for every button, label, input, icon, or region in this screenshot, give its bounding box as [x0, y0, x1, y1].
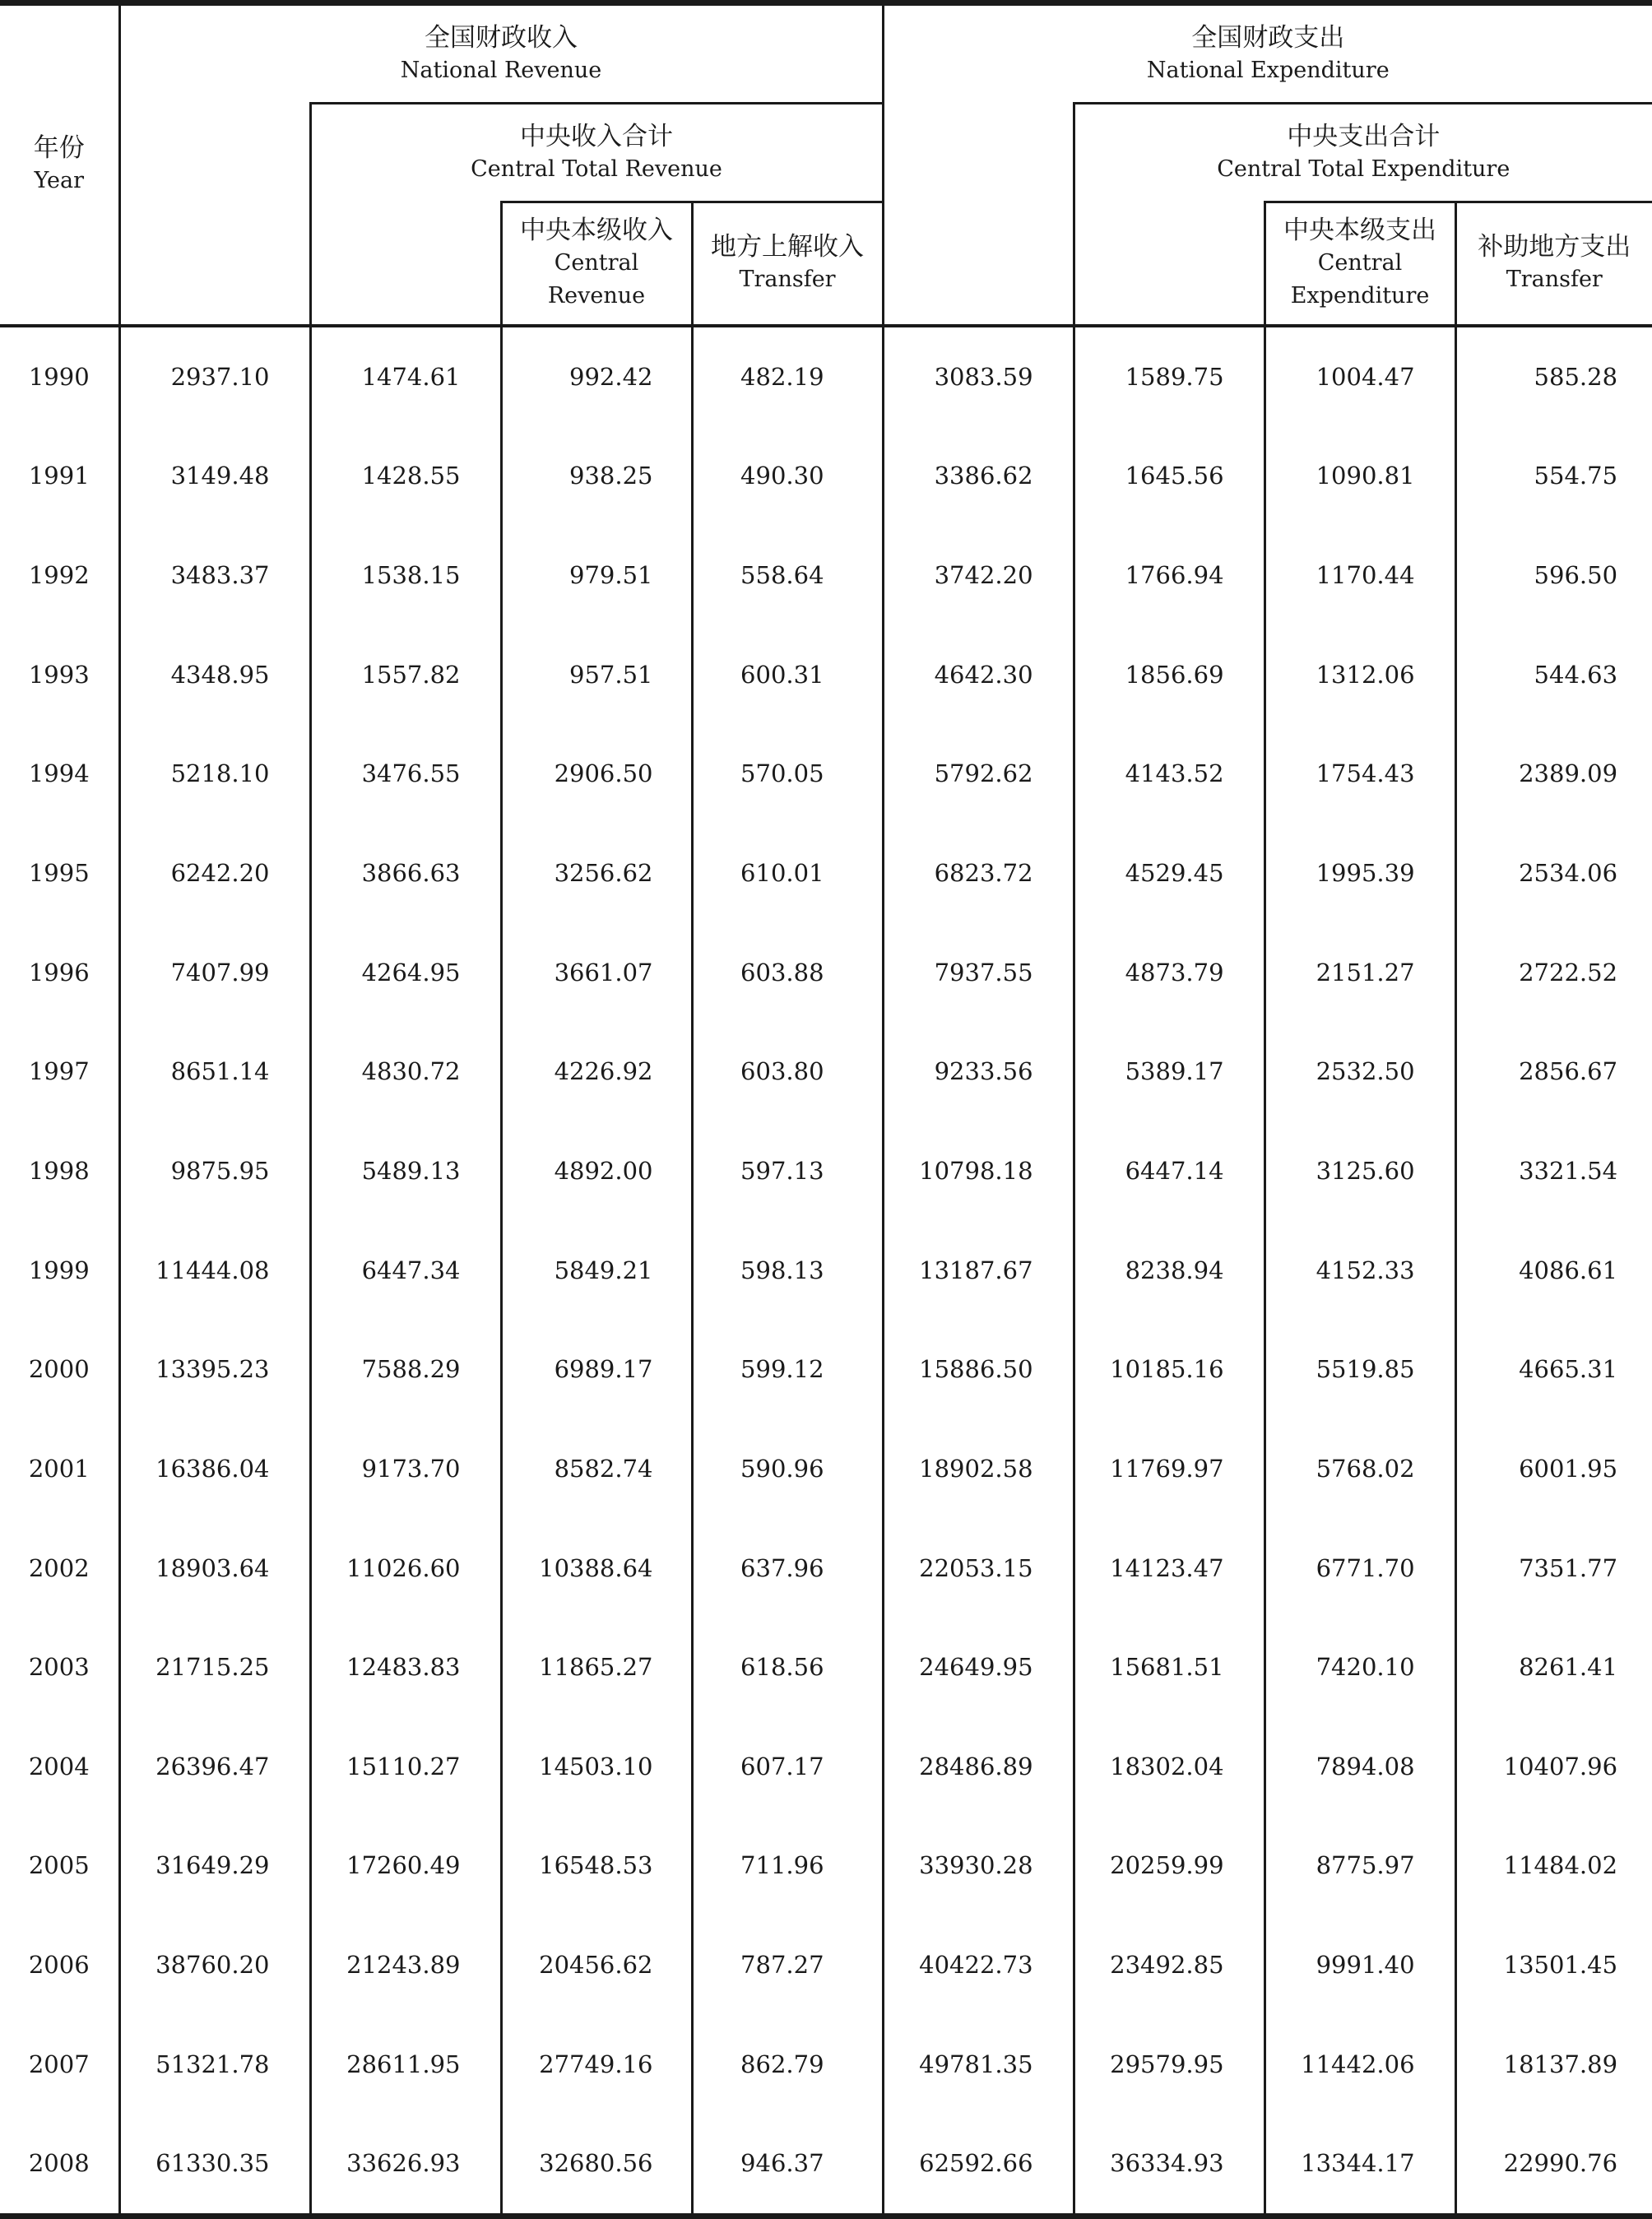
central-total-revenue-cell: 3866.63: [310, 824, 501, 923]
central-total-expenditure-cell: 4529.45: [1074, 824, 1265, 923]
national-revenue-cell: 8651.14: [119, 1022, 310, 1121]
central-total-revenue-cell: 7588.29: [310, 1320, 501, 1419]
national-revenue-header: [119, 3, 883, 104]
central-total-revenue-cell: 33626.93: [310, 2114, 501, 2216]
national-revenue-cell: 31649.29: [119, 1816, 310, 1915]
year-cell: 2001: [28, 1454, 90, 1483]
central-total-expenditure-cell: 1589.75: [1074, 326, 1265, 427]
year-cell: 1996: [28, 958, 90, 986]
central-revenue-cell: 14503.10: [501, 1716, 692, 1816]
national-expenditure-cell: 13187.67: [883, 1220, 1074, 1320]
transfer-revenue-cell: 610.01: [692, 824, 883, 923]
central-total-expenditure-head: [1074, 202, 1265, 326]
national-revenue-cell: 6242.20: [119, 824, 310, 923]
transfer-expenditure-header-en: Transfer: [1506, 267, 1603, 293]
central-revenue-cell: 957.51: [501, 624, 692, 724]
central-revenue-cell: 27749.16: [501, 2014, 692, 2114]
year-cell: 1994: [28, 759, 90, 788]
year-cell: 1999: [28, 1256, 90, 1284]
central-expenditure-cell: 1995.39: [1265, 824, 1455, 923]
transfer-expenditure-cell: 11484.02: [1455, 1816, 1652, 1915]
central-total-expenditure-cell: 36334.93: [1074, 2114, 1265, 2216]
national-expenditure-cell: 40422.73: [883, 1915, 1074, 2015]
central-revenue-cell: 32680.56: [501, 2114, 692, 2216]
central-total-revenue-cell: 17260.49: [310, 1816, 501, 1915]
table-row: [0, 824, 1652, 923]
central-expenditure-cell: 1090.81: [1265, 426, 1455, 526]
year-cell: 1998: [28, 1156, 90, 1185]
central-expenditure-cell: 1004.47: [1265, 326, 1455, 427]
central-total-expenditure-header-en: Central Total Expenditure: [1217, 156, 1510, 182]
year-cell: 1997: [28, 1057, 90, 1086]
central-revenue-cell: 6989.17: [501, 1320, 692, 1419]
central-expenditure-cell: 8775.97: [1265, 1816, 1455, 1915]
national-revenue-cell: 16386.04: [119, 1419, 310, 1519]
year-cell: 1992: [28, 561, 90, 590]
year-cell: 1993: [28, 660, 90, 689]
transfer-revenue-header: [692, 202, 883, 326]
transfer-revenue-cell: 558.64: [692, 526, 883, 625]
national-expenditure-cell: 9233.56: [883, 1022, 1074, 1121]
year-cell: 2008: [28, 2149, 90, 2178]
national-revenue-header-zh: 全国财政收入: [425, 22, 578, 53]
central-total-revenue-cell: 4830.72: [310, 1022, 501, 1121]
central-expenditure-header-en1: Central: [1317, 250, 1403, 276]
central-total-revenue-cell: 11026.60: [310, 1518, 501, 1618]
year-cell: 2006: [28, 1951, 90, 1980]
national-expenditure-cell: 5792.62: [883, 724, 1074, 824]
transfer-expenditure-cell: 7351.77: [1455, 1518, 1652, 1618]
year-cell: 2002: [28, 1553, 90, 1582]
national-expenditure-cell: 24649.95: [883, 1618, 1074, 1717]
transfer-expenditure-cell: 596.50: [1455, 526, 1652, 625]
national-expenditure-cell: 4642.30: [883, 624, 1074, 724]
central-total-revenue-cell: 21243.89: [310, 1915, 501, 2015]
national-expenditure-header: [883, 3, 1652, 104]
national-revenue-cell: 7407.99: [119, 922, 310, 1022]
transfer-revenue-cell: 600.31: [692, 624, 883, 724]
central-total-revenue-cell: 3476.55: [310, 724, 501, 824]
national-revenue-cell: 4348.95: [119, 624, 310, 724]
national-revenue-cell: 5218.10: [119, 724, 310, 824]
year-header-en: Year: [34, 168, 84, 194]
table-row: [0, 526, 1652, 625]
national-revenue-cell: 61330.35: [119, 2114, 310, 2216]
central-total-expenditure-header-zh: 中央支出合计: [1287, 121, 1441, 151]
national-expenditure-cell: 62592.66: [883, 2114, 1074, 2216]
central-expenditure-cell: 2532.50: [1265, 1022, 1455, 1121]
transfer-revenue-cell: 787.27: [692, 1915, 883, 2015]
transfer-revenue-cell: 946.37: [692, 2114, 883, 2216]
national-revenue-cell: 21715.25: [119, 1618, 310, 1717]
transfer-revenue-cell: 618.56: [692, 1618, 883, 1717]
transfer-revenue-cell: 607.17: [692, 1716, 883, 1816]
transfer-revenue-cell: 603.88: [692, 922, 883, 1022]
national-expenditure-cell: 3386.62: [883, 426, 1074, 526]
central-total-revenue-cell: 5489.13: [310, 1121, 501, 1221]
national-expenditure-cell: 15886.50: [883, 1320, 1074, 1419]
national-revenue-total-head: [119, 104, 310, 326]
central-total-expenditure-cell: 11769.97: [1074, 1419, 1265, 1519]
transfer-revenue-cell: 637.96: [692, 1518, 883, 1618]
transfer-revenue-cell: 603.80: [692, 1022, 883, 1121]
transfer-expenditure-cell: 2534.06: [1455, 824, 1652, 923]
year-cell: 2003: [28, 1653, 90, 1682]
central-total-revenue-cell: 1428.55: [310, 426, 501, 526]
national-revenue-cell: 2937.10: [119, 326, 310, 427]
year-cell: 2000: [28, 1355, 90, 1384]
table-row: [0, 2114, 1652, 2216]
central-expenditure-header-en2: Expenditure: [1290, 283, 1430, 309]
national-revenue-cell: 13395.23: [119, 1320, 310, 1419]
transfer-expenditure-cell: 544.63: [1455, 624, 1652, 724]
transfer-revenue-cell: 598.13: [692, 1220, 883, 1320]
table-row: [0, 1618, 1652, 1717]
central-expenditure-cell: 5768.02: [1265, 1419, 1455, 1519]
central-total-expenditure-cell: 14123.47: [1074, 1518, 1265, 1618]
transfer-expenditure-cell: 2722.52: [1455, 922, 1652, 1022]
central-expenditure-cell: 3125.60: [1265, 1121, 1455, 1221]
national-revenue-cell: 38760.20: [119, 1915, 310, 2015]
central-revenue-cell: 8582.74: [501, 1419, 692, 1519]
table-row: [0, 1816, 1652, 1915]
central-total-expenditure-header: [1074, 104, 1652, 202]
central-total-expenditure-cell: 5389.17: [1074, 1022, 1265, 1121]
transfer-revenue-cell: 862.79: [692, 2014, 883, 2114]
central-expenditure-header: [1265, 202, 1455, 326]
table-row: [0, 326, 1652, 427]
national-revenue-cell: 51321.78: [119, 2014, 310, 2114]
table-row: [0, 1121, 1652, 1221]
central-total-revenue-cell: 12483.83: [310, 1618, 501, 1717]
central-expenditure-cell: 9991.40: [1265, 1915, 1455, 2015]
central-expenditure-cell: 2151.27: [1265, 922, 1455, 1022]
central-total-revenue-cell: 15110.27: [310, 1716, 501, 1816]
national-expenditure-header-zh: 全国财政支出: [1191, 22, 1345, 53]
central-expenditure-cell: 7894.08: [1265, 1716, 1455, 1816]
national-revenue-cell: 3483.37: [119, 526, 310, 625]
table-row: [0, 1320, 1652, 1419]
central-expenditure-cell: 13344.17: [1265, 2114, 1455, 2216]
transfer-revenue-header-zh: 地方上解收入: [711, 232, 865, 262]
national-expenditure-header-en: National Expenditure: [1146, 57, 1390, 83]
central-total-revenue-cell: 1474.61: [310, 326, 501, 427]
transfer-expenditure-cell: 8261.41: [1455, 1618, 1652, 1717]
central-revenue-cell: 4892.00: [501, 1121, 692, 1221]
central-revenue-cell: 11865.27: [501, 1618, 692, 1717]
central-total-expenditure-cell: 10185.16: [1074, 1320, 1265, 1419]
central-revenue-cell: 20456.62: [501, 1915, 692, 2015]
national-expenditure-cell: 49781.35: [883, 2014, 1074, 2114]
table-header: [0, 3, 1652, 326]
national-expenditure-cell: 18902.58: [883, 1419, 1074, 1519]
central-total-revenue-header-zh: 中央收入合计: [520, 121, 674, 151]
transfer-expenditure-cell: 13501.45: [1455, 1915, 1652, 2015]
transfer-expenditure-cell: 3321.54: [1455, 1121, 1652, 1221]
central-revenue-cell: 938.25: [501, 426, 692, 526]
table-body: [0, 326, 1652, 2217]
transfer-expenditure-cell: 2389.09: [1455, 724, 1652, 824]
central-expenditure-cell: 5519.85: [1265, 1320, 1455, 1419]
transfer-revenue-cell: 490.30: [692, 426, 883, 526]
central-total-expenditure-cell: 8238.94: [1074, 1220, 1265, 1320]
central-expenditure-cell: 1170.44: [1265, 526, 1455, 625]
national-revenue-cell: 3149.48: [119, 426, 310, 526]
central-total-revenue-cell: 6447.34: [310, 1220, 501, 1320]
national-revenue-cell: 11444.08: [119, 1220, 310, 1320]
table-row: [0, 1716, 1652, 1816]
table-row: [0, 1518, 1652, 1618]
national-expenditure-cell: 33930.28: [883, 1816, 1074, 1915]
table-row: [0, 624, 1652, 724]
central-total-expenditure-cell: 6447.14: [1074, 1121, 1265, 1221]
transfer-expenditure-cell: 10407.96: [1455, 1716, 1652, 1816]
central-expenditure-cell: 7420.10: [1265, 1618, 1455, 1717]
central-total-expenditure-cell: 4873.79: [1074, 922, 1265, 1022]
central-total-expenditure-cell: 1766.94: [1074, 526, 1265, 625]
central-total-revenue-cell: 1557.82: [310, 624, 501, 724]
central-revenue-cell: 10388.64: [501, 1518, 692, 1618]
transfer-expenditure-cell: 6001.95: [1455, 1419, 1652, 1519]
transfer-expenditure-header: [1455, 202, 1652, 326]
central-expenditure-cell: 4152.33: [1265, 1220, 1455, 1320]
central-total-revenue-cell: 1538.15: [310, 526, 501, 625]
year-header-zh: 年份: [33, 133, 85, 164]
transfer-revenue-cell: 711.96: [692, 1816, 883, 1915]
central-total-revenue-cell: 4264.95: [310, 922, 501, 1022]
national-expenditure-total-head: [883, 104, 1074, 326]
central-expenditure-cell: 6771.70: [1265, 1518, 1455, 1618]
central-total-expenditure-cell: 15681.51: [1074, 1618, 1265, 1717]
national-revenue-cell: 26396.47: [119, 1716, 310, 1816]
central-total-expenditure-cell: 23492.85: [1074, 1915, 1265, 2015]
central-revenue-cell: 4226.92: [501, 1022, 692, 1121]
transfer-expenditure-header-zh: 补助地方支出: [1478, 232, 1631, 262]
national-expenditure-cell: 28486.89: [883, 1716, 1074, 1816]
table-row: [0, 1419, 1652, 1519]
transfer-revenue-header-en: Transfer: [739, 267, 836, 293]
transfer-revenue-cell: 570.05: [692, 724, 883, 824]
central-revenue-header: [501, 202, 692, 326]
transfer-expenditure-cell: 2856.67: [1455, 1022, 1652, 1121]
central-total-revenue-cell: 28611.95: [310, 2014, 501, 2114]
national-expenditure-cell: 22053.15: [883, 1518, 1074, 1618]
table-row: [0, 1915, 1652, 2015]
central-total-expenditure-cell: 29579.95: [1074, 2014, 1265, 2114]
national-expenditure-cell: 10798.18: [883, 1121, 1074, 1221]
national-expenditure-cell: 3742.20: [883, 526, 1074, 625]
national-revenue-cell: 18903.64: [119, 1518, 310, 1618]
transfer-revenue-cell: 590.96: [692, 1419, 883, 1519]
central-revenue-cell: 16548.53: [501, 1816, 692, 1915]
year-cell: 1990: [28, 362, 90, 391]
transfer-expenditure-cell: 4086.61: [1455, 1220, 1652, 1320]
table-row: [0, 2014, 1652, 2114]
national-expenditure-cell: 7937.55: [883, 922, 1074, 1022]
national-expenditure-cell: 6823.72: [883, 824, 1074, 923]
table-row: [0, 922, 1652, 1022]
year-cell: 2005: [28, 1851, 90, 1880]
central-expenditure-cell: 1754.43: [1265, 724, 1455, 824]
year-cell: 1995: [28, 859, 90, 888]
central-revenue-header-en: Central Revenue: [547, 250, 646, 309]
central-revenue-cell: 979.51: [501, 526, 692, 625]
year-cell: 2007: [28, 2050, 90, 2078]
central-expenditure-cell: 11442.06: [1265, 2014, 1455, 2114]
central-total-expenditure-cell: 18302.04: [1074, 1716, 1265, 1816]
table-row: [0, 1220, 1652, 1320]
central-total-revenue-header-en: Central Total Revenue: [471, 156, 722, 182]
central-revenue-header-zh: 中央本级收入: [520, 216, 673, 246]
central-total-revenue-cell: 9173.70: [310, 1419, 501, 1519]
table-row: [0, 724, 1652, 824]
central-revenue-cell: 5849.21: [501, 1220, 692, 1320]
table-row: [0, 426, 1652, 526]
year-cell: 1991: [28, 462, 90, 490]
central-revenue-cell: 992.42: [501, 326, 692, 427]
year-cell: 2004: [28, 1752, 90, 1780]
transfer-expenditure-cell: 585.28: [1455, 326, 1652, 427]
national-revenue-header-en: National Revenue: [400, 57, 602, 83]
national-expenditure-cell: 3083.59: [883, 326, 1074, 427]
central-revenue-cell: 3256.62: [501, 824, 692, 923]
transfer-expenditure-cell: 18137.89: [1455, 2014, 1652, 2114]
transfer-expenditure-cell: 22990.76: [1455, 2114, 1652, 2216]
year-header: [0, 3, 119, 326]
central-total-expenditure-cell: 1856.69: [1074, 624, 1265, 724]
national-revenue-cell: 9875.95: [119, 1121, 310, 1221]
central-expenditure-header-zh: 中央本级支出: [1283, 216, 1437, 246]
transfer-expenditure-cell: 4665.31: [1455, 1320, 1652, 1419]
transfer-revenue-cell: 599.12: [692, 1320, 883, 1419]
central-expenditure-cell: 1312.06: [1265, 624, 1455, 724]
central-revenue-cell: 3661.07: [501, 922, 692, 1022]
table-row: [0, 1022, 1652, 1121]
central-total-revenue-header: [310, 104, 883, 202]
central-total-expenditure-cell: 20259.99: [1074, 1816, 1265, 1915]
transfer-revenue-cell: 597.13: [692, 1121, 883, 1221]
central-total-expenditure-cell: 1645.56: [1074, 426, 1265, 526]
transfer-expenditure-cell: 554.75: [1455, 426, 1652, 526]
central-total-revenue-head: [310, 202, 501, 326]
central-revenue-cell: 2906.50: [501, 724, 692, 824]
central-total-expenditure-cell: 4143.52: [1074, 724, 1265, 824]
transfer-revenue-cell: 482.19: [692, 326, 883, 427]
